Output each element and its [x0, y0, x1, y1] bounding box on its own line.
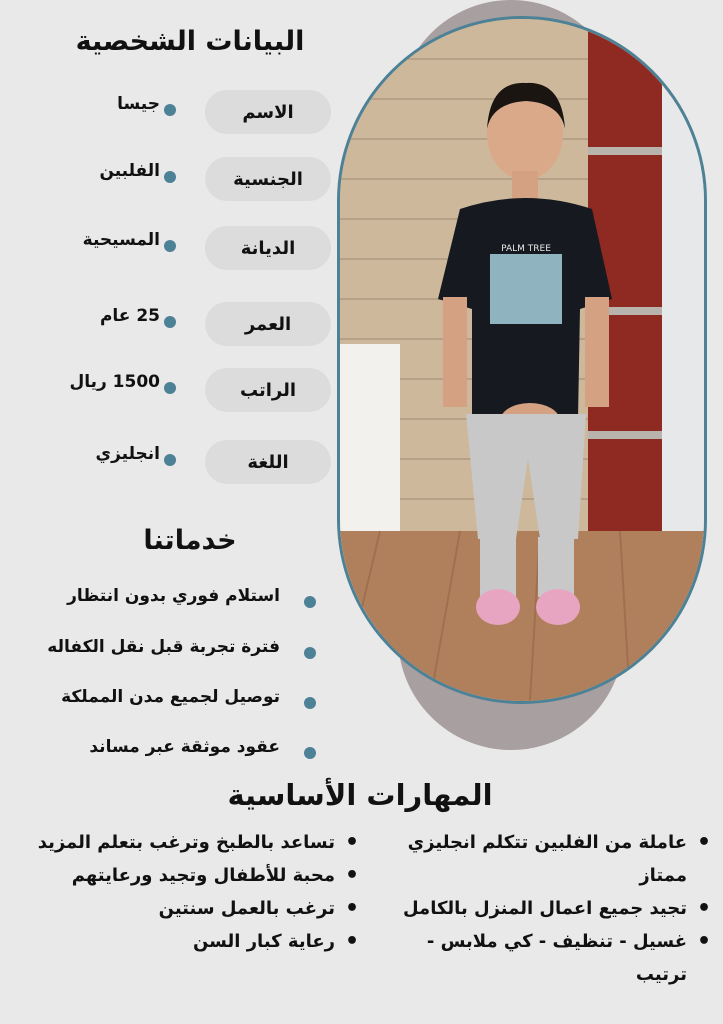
glass-panel [662, 79, 704, 549]
skills-list-right [370, 826, 715, 991]
worker-photo-illustration [340, 19, 704, 701]
service-item [0, 737, 330, 769]
service-item-text: فترة تجربة قبل نقل الكفاله [47, 637, 280, 657]
bullet-dot-icon [304, 697, 316, 709]
skill-item: • محبة للأطفال وتجيد ورعايتهم [18, 859, 363, 892]
bullet-dot-icon [164, 454, 176, 466]
info-row-age [0, 302, 340, 350]
info-label-religion: الديانة [205, 226, 331, 270]
bullet-dot-icon [304, 647, 316, 659]
info-value-language: انجليزي [95, 444, 160, 464]
personal-info-title: البيانات الشخصية [75, 26, 305, 57]
bullet-dot-icon [304, 596, 316, 608]
info-label-age: العمر [205, 302, 331, 346]
shirt-print [490, 254, 562, 324]
skill-item: • ترغب بالعمل سنتين [18, 892, 363, 925]
bullet-dot-icon [164, 382, 176, 394]
service-item [0, 586, 330, 618]
skill-item: • رعاية كبار السن [18, 925, 363, 958]
service-item-text: عقود موثقة عبر مساند [89, 737, 280, 757]
services-title: خدماتنا [143, 525, 237, 556]
info-label-nationality: الجنسية [205, 157, 331, 201]
shirt-print-text: PALM TREE [501, 244, 551, 254]
skill-item: • عاملة من الفلبين تتكلم انجليزي ممتاز [370, 826, 715, 892]
service-item-text: استلام فوري بدون انتظار [67, 586, 280, 606]
info-value-salary: 1500 ريال [69, 372, 160, 392]
info-label-name: الاسم [205, 90, 331, 134]
info-label-salary: الراتب [205, 368, 331, 412]
info-value-age: 25 عام [99, 306, 160, 326]
info-row-nationality [0, 157, 340, 205]
info-row-religion [0, 226, 340, 274]
info-value-nationality: الفلبين [99, 161, 160, 181]
skill-item: • تجيد جميع اعمال المنزل بالكامل [370, 892, 715, 925]
service-item [0, 637, 330, 669]
skills-title: المهارات الأساسية [227, 778, 493, 812]
bullet-dot-icon [164, 171, 176, 183]
info-row-language [0, 440, 340, 488]
info-value-name: جيسا [117, 94, 160, 114]
info-row-salary [0, 368, 340, 416]
bullet-dot-icon [164, 316, 176, 328]
info-row-name [0, 90, 340, 138]
skill-item: • تساعد بالطبخ وترغب بتعلم المزيد [18, 826, 363, 859]
service-item [0, 687, 330, 719]
wood-floor [340, 531, 704, 701]
info-value-religion: المسيحية [82, 230, 160, 250]
bullet-dot-icon [164, 104, 176, 116]
service-item-text: توصيل لجميع مدن المملكة [61, 687, 280, 707]
bullet-dot-icon [304, 747, 316, 759]
skills-list-left [18, 826, 363, 958]
bullet-dot-icon [164, 240, 176, 252]
worker-photo [337, 16, 707, 704]
skill-item: • غسيل - تنظيف - كي ملابس - ترتيب [370, 925, 715, 991]
info-label-language: اللغة [205, 440, 331, 484]
